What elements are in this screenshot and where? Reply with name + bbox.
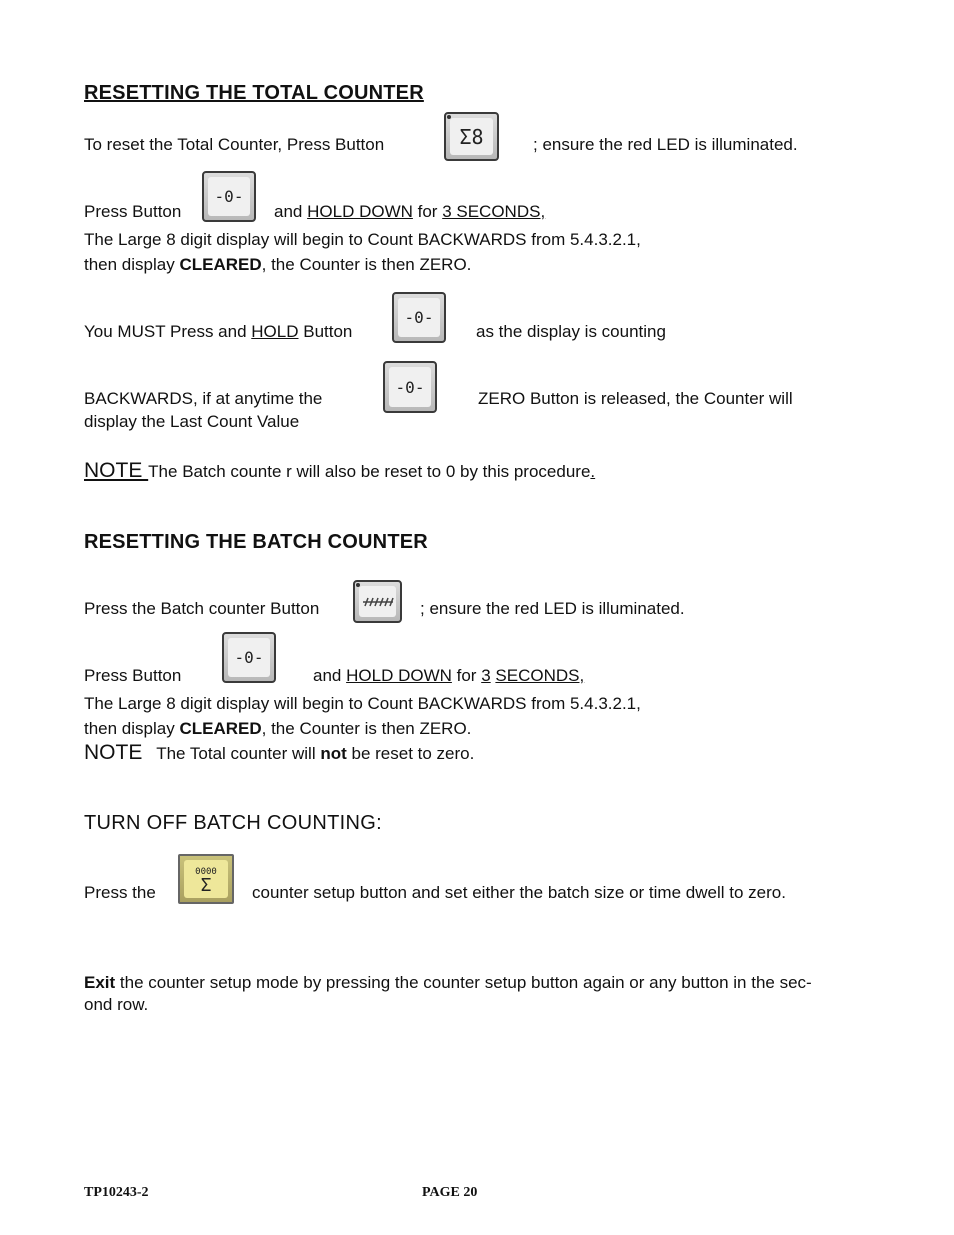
text: [84, 255, 471, 275]
text: [84, 719, 471, 739]
batch-display-graphic: [361, 595, 395, 609]
text: for: [417, 202, 438, 221]
text: 3: [481, 666, 491, 685]
note-label: NOTE: [84, 459, 149, 482]
zero-button-icon: [392, 292, 446, 343]
text: SECONDS,: [495, 666, 585, 685]
text: then display: [84, 255, 175, 274]
text: be reset to zero.: [351, 744, 475, 763]
text: Press the Batch counter Button: [84, 599, 320, 618]
text: Press Button: [84, 666, 182, 685]
text: [274, 202, 545, 222]
text: .: [590, 462, 596, 481]
sigma-8-icon: Σ8: [450, 118, 493, 155]
text: BACKWARDS, if at anytime the: [84, 389, 323, 408]
text: CLEARED: [179, 719, 262, 738]
text: CLEARED: [179, 255, 262, 274]
text: display the Last Count Value: [84, 412, 300, 431]
text: [84, 322, 352, 342]
text: ; ensure the red LED is illuminated.: [533, 135, 798, 154]
setup-icon-sigma: Σ: [200, 875, 212, 896]
zero-button-icon: [222, 632, 276, 683]
text: Button: [303, 322, 353, 341]
section-heading-turn-off-batch: TURN OFF BATCH COUNTING:: [84, 812, 382, 834]
sigma-icon: [184, 860, 228, 898]
text: Press the: [84, 883, 156, 902]
zero-icon: -0-: [398, 298, 440, 337]
text: not: [320, 744, 347, 763]
setup-icon-top: 0000: [195, 867, 217, 877]
text: The Total counter will: [156, 744, 316, 763]
section-heading-total-counter: RESETTING THE TOTAL COUNTER: [84, 82, 424, 104]
text: and: [274, 202, 303, 221]
batch-display-icon: [359, 586, 396, 617]
footer-page-number: PAGE 20: [422, 1185, 478, 1200]
text: HOLD DOWN: [346, 666, 452, 685]
batch-counter-button-icon: [353, 580, 402, 623]
text: The Batch counte r will also be reset to 0 by this procedure: [148, 462, 591, 481]
zero-button-icon: [383, 361, 437, 413]
text: Exit: [84, 973, 116, 992]
text: To reset the Total Counter, Press Button: [84, 135, 385, 154]
text: 3 SECONDS,: [442, 202, 546, 221]
note: [84, 461, 595, 482]
total-counter-button-icon: [444, 112, 499, 161]
text: [313, 666, 584, 686]
text: The Large 8 digit display will begin to Count BACKWARDS from 5.4.3.2.1,: [84, 230, 641, 249]
text: the counter setup mode by pressing the counter setup button again or any button in the sec-: [115, 973, 812, 992]
text: You MUST Press and: [84, 322, 247, 341]
text: then display: [84, 719, 175, 738]
note: [84, 743, 474, 764]
text: ZERO Button is released, the Counter will: [478, 389, 793, 408]
counter-setup-button-icon: [178, 854, 234, 904]
text: ond row.: [84, 995, 149, 1014]
zero-icon: -0-: [208, 177, 250, 216]
zero-button-icon: [202, 171, 256, 222]
zero-icon: -0-: [228, 638, 270, 677]
text: as the display is counting: [476, 322, 666, 341]
footer-doc-id: TP10243-2: [84, 1185, 149, 1200]
note-label: NOTE: [84, 741, 143, 764]
text: and: [313, 666, 342, 685]
text: ; ensure the red LED is illuminated.: [420, 599, 685, 618]
section-heading-batch-counter: RESETTING THE BATCH COUNTER: [84, 531, 428, 553]
zero-icon: -0-: [389, 367, 431, 407]
text: The Large 8 digit display will begin to Count BACKWARDS from 5.4.3.2.1,: [84, 694, 641, 713]
text: for: [456, 666, 477, 685]
text: , the Counter is then ZERO.: [261, 255, 472, 274]
text: Press Button: [84, 202, 182, 221]
text: HOLD DOWN: [307, 202, 413, 221]
text: , the Counter is then ZERO.: [261, 719, 472, 738]
text: [84, 973, 812, 993]
text: counter setup button and set either the batch size or time dwell to zero.: [252, 883, 786, 902]
text: HOLD: [251, 322, 299, 341]
